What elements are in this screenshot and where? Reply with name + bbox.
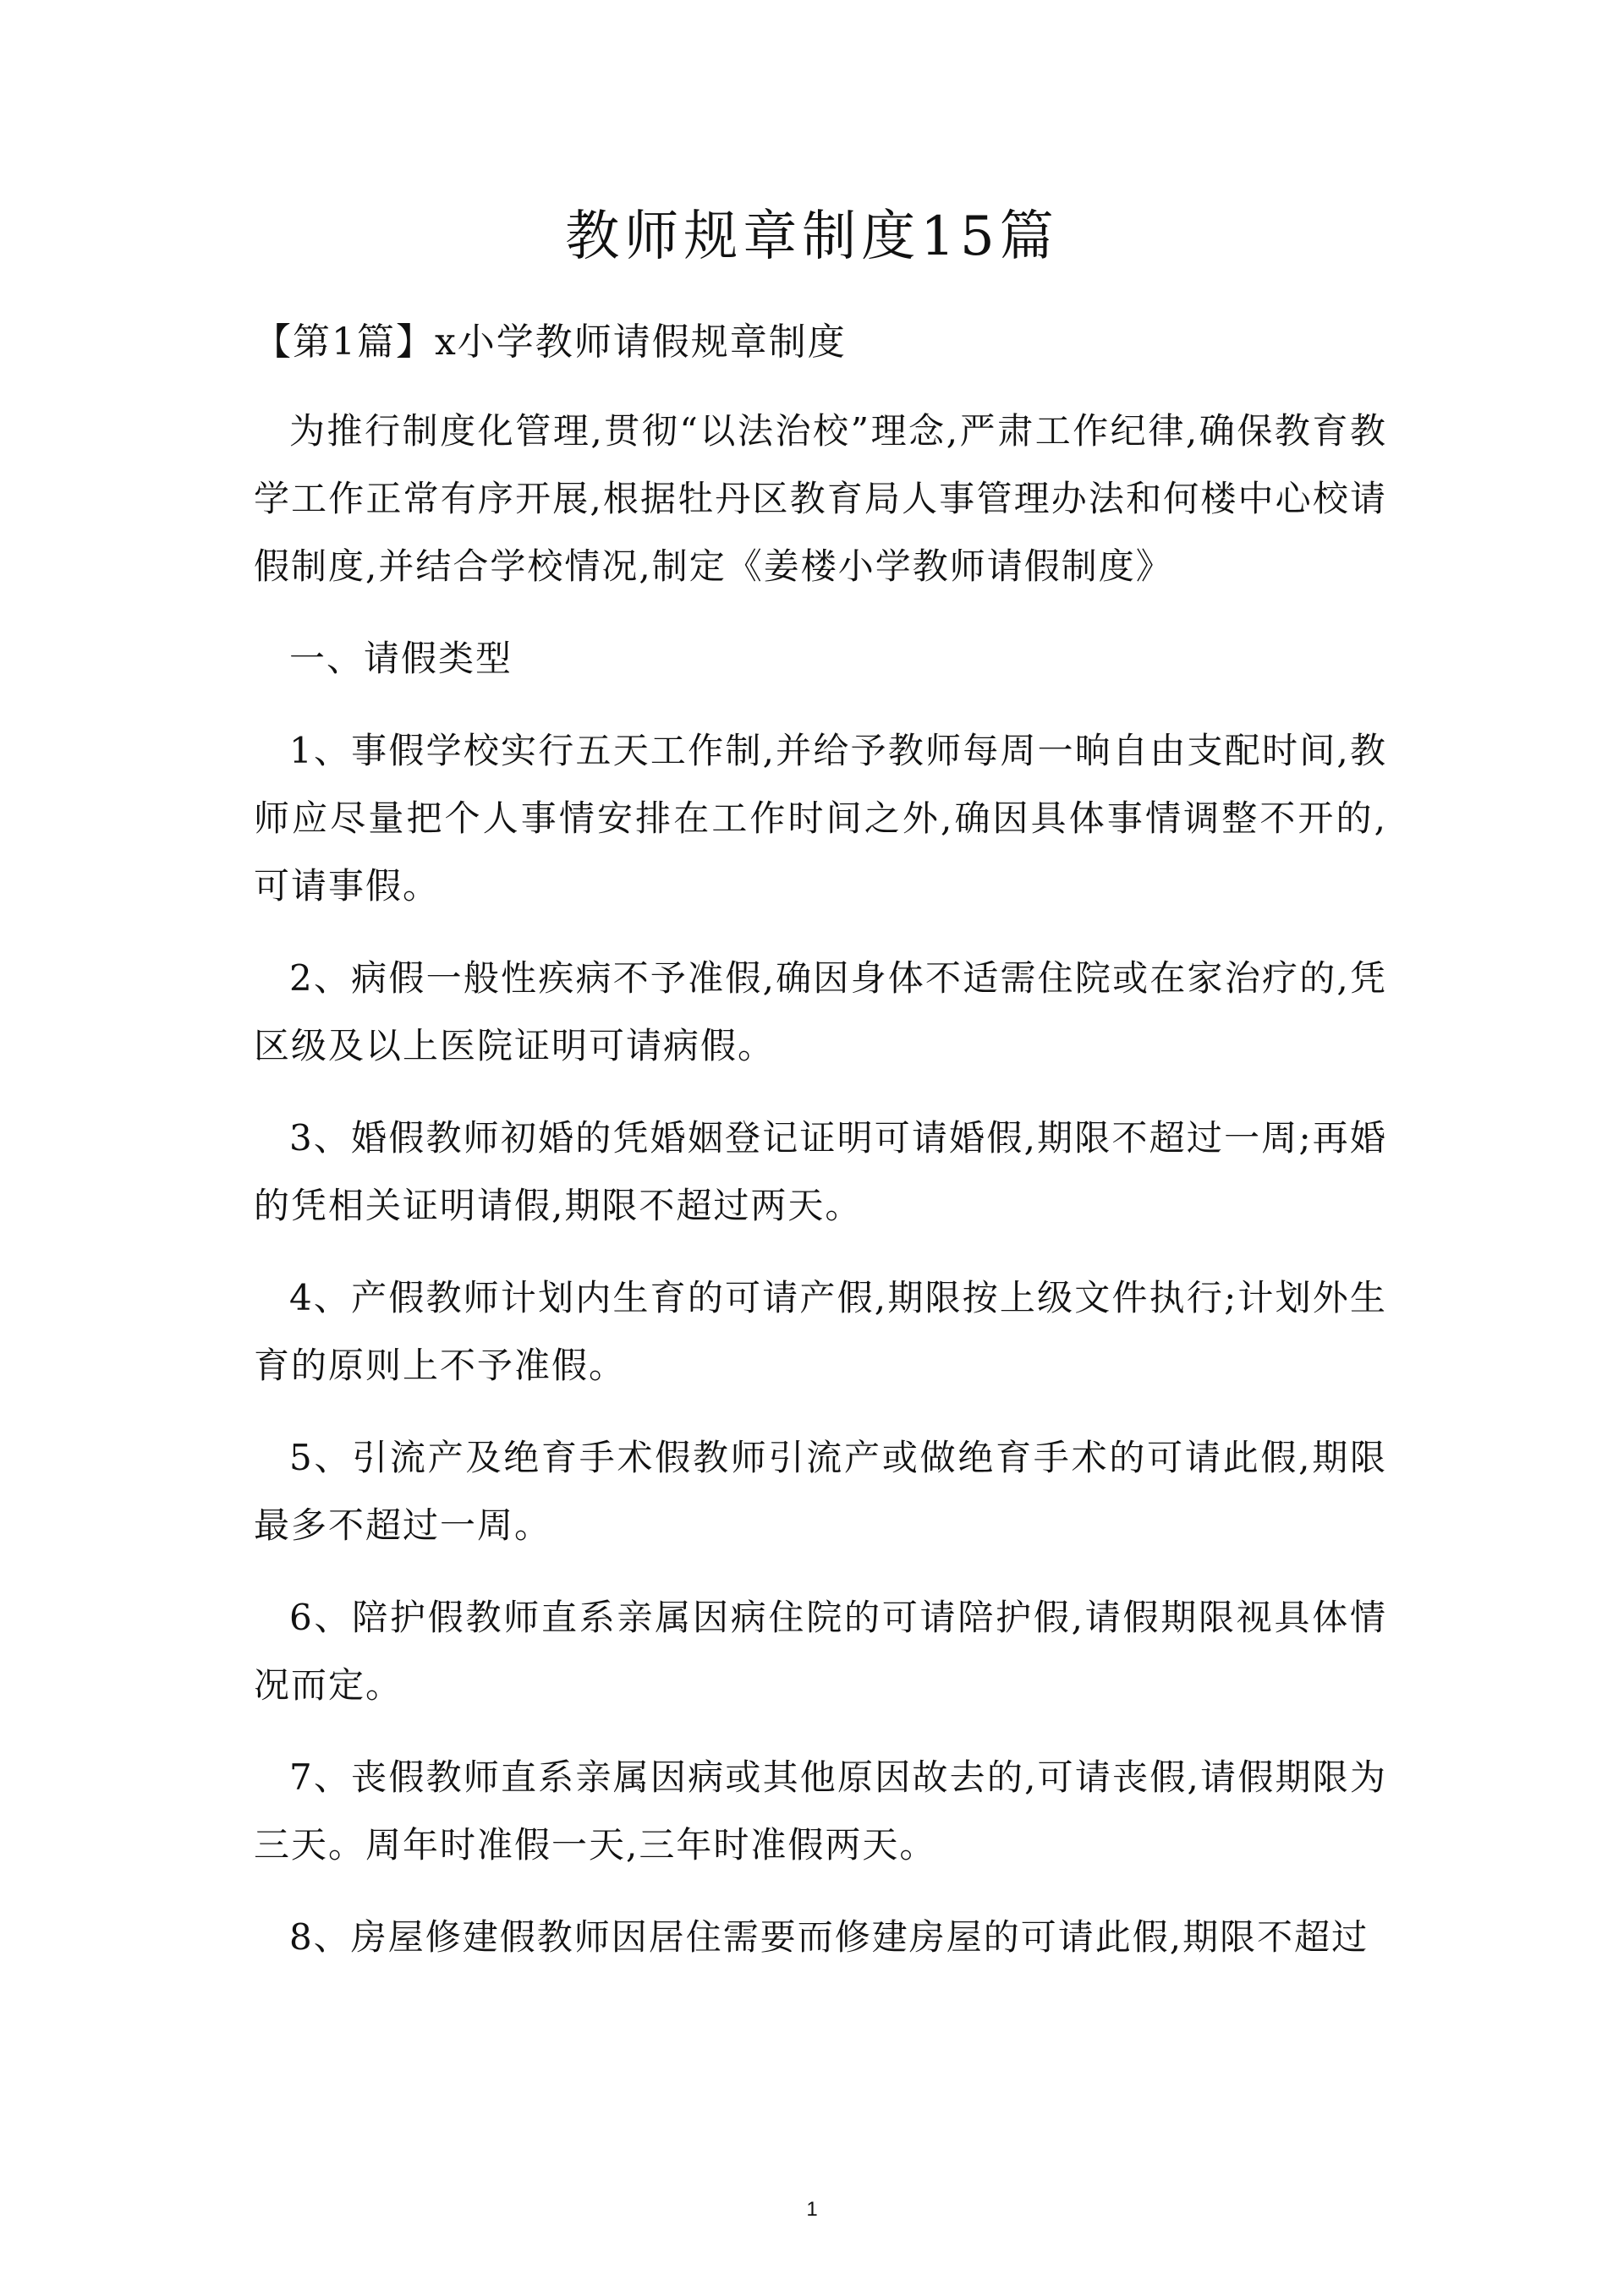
paragraph-surgery-leave: 5、引流产及绝育手术假教师引流产或做绝育手术的可请此假,期限最多不超过一周。 [254, 1437, 1387, 1546]
page-number: 1 [806, 2198, 818, 2221]
chapter-heading: 【第1篇】x小学教师请假规章制度 [254, 321, 847, 364]
section-heading-leave-types: 一、请假类型 [289, 638, 513, 679]
paragraph-care-leave: 6、陪护假教师直系亲属因病住院的可请陪护假,请假期限视具体情况而定。 [254, 1597, 1387, 1706]
paragraph-bereavement-leave: 7、丧假教师直系亲属因病或其他原因故去的,可请丧假,请假期限为三天。周年时准假一天,三年时准假两天。 [254, 1756, 1387, 1866]
paragraph-maternity-leave: 4、产假教师计划内生育的可请产假,期限按上级文件执行;计划外生育的原则上不予准假。 [254, 1277, 1387, 1386]
paragraph-sick-leave: 2、病假一般性疾病不予准假,确因身体不适需住院或在家治疗的,凭区级及以上医院证明可请病假。 [254, 957, 1387, 1066]
paragraph-personal-leave: 1、事假学校实行五天工作制,并给予教师每周一晌自由支配时间,教师应尽量把个人事情安排在工作时间之外,确因具体事情调整不开的,可请事假。 [254, 730, 1387, 907]
paragraph-marriage-leave: 3、婚假教师初婚的凭婚姻登记证明可请婚假,期限不超过一周;再婚的凭相关证明请假,期限不超过两天。 [254, 1117, 1387, 1226]
document-title: 教师规章制度15篇 [565, 205, 1059, 268]
document-body [254, 397, 1387, 1996]
paragraph-housing-leave: 8、房屋修建假教师因居住需要而修建房屋的可请此假,期限不超过 [289, 1916, 1369, 1958]
paragraph-intro: 为推行制度化管理,贯彻“以法治校”理念,严肃工作纪律,确保教育教学工作正常有序开展,根据牡丹区教育局人事管理办法和何楼中心校请假制度,并结合学校情况,制定《姜楼小学教师请假制度》 [254, 410, 1387, 587]
